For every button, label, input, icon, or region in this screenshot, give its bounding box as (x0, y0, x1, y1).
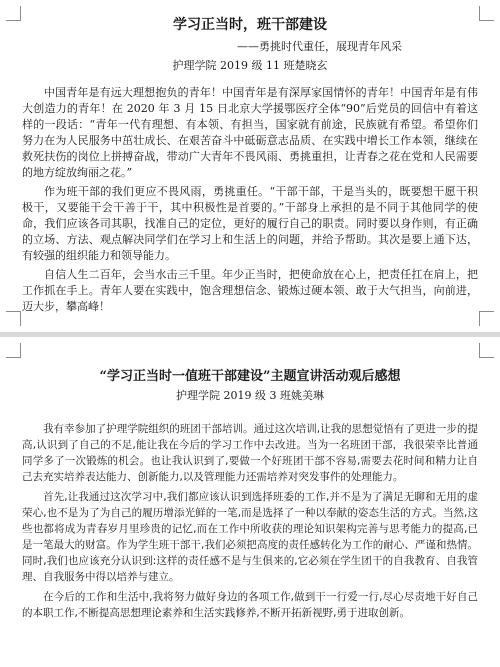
page-corner-mark (6, 6, 21, 21)
article-title: “学习正当时一值班干部建设”主题宣讲活动观后感想 (99, 369, 401, 384)
document-page-1 (0, 0, 500, 332)
document-page-2 (0, 337, 500, 667)
body-paragraph: 自信人生二百年，会当水击三千里。年少正当时，把使命放在心上，把责任扛在肩上，把工作抓在手上。青年人要在实践中，饱含理想信念、锻炼过硬本领、敢于大气担当，向前进，迈大步，攀高峰！ (22, 268, 478, 313)
body-paragraph: 首先,让我通过这次学习中,我们都应该认识到选择班委的工作,并不是为了满足无聊和无用的虚荣心,也不是为了为自己的履历增添光鲜的一笔,而是选择了一种以奉献的姿态生活的方式。当然,这些也都将成为青春岁月里珍贵的记忆,而在工作中所收获的理论知识架构完善与思考能力的提高,已是一笔最大的财富。作为学生班干部干,我们必须把高度的责任感转化为工作的耐心、严谨和热情。同时,我们也应该充分认识到:这样的责任感不是与生俱来的,它必须在学生团干的自我教育、自我管理、自我服务中得以培养与建立。 (22, 491, 478, 583)
article-subtitle: ——勇挑时代重任，展现青年风采 (237, 40, 402, 53)
page-corner-mark (6, 343, 21, 358)
body-paragraph: 在今后的工作和生活中,我将努力做好身边的各项工作,做到干一行爱一行,尽心尽责地干好自己的本职工作,不断提高思想理论素养和生活实践修养,不断开拓新视野,勇于进取创新。 (22, 591, 478, 619)
author-byline: 护理学院 2019 级 3 班姚美琳 (176, 389, 324, 402)
author-byline: 护理学院 2019 级 11 班楚晓玄 (172, 59, 328, 72)
article-title: 学习正当时，班干部建设 (173, 17, 327, 33)
page-corner-mark (479, 343, 494, 358)
page-corner-mark (6, 311, 21, 326)
body-paragraph: 我有幸参加了护理学院组织的班团干部培训。通过这次培训,让我的思想觉悟有了更进一步的提高,认识到了自己的不足,能让我在今后的学习工作中去改进。当为一名班团干部，我很荣幸比普通同学多了一次锻炼的机会。也让我认识到了,要做一个好班团干部不容易,需要去花时间和精力让自己去充实培养表达能力、创新能力,以及管理能力还需培养对突发事件的处理能力。 (22, 423, 478, 483)
body-paragraph: 中国青年是有远大理想抱负的青年！中国青年是有深厚家国情怀的青年！中国青年是有伟大创造力的青年！在 2020 年 3 月 15 日北京大学援鄂医疗全体“90”后党员的回信中有着这样的一段话：“青年一代有理想、有本领、有担当，国家就有前途，民族就有希望。希望你们努力在为人民服务中茁壮成长、在艰苦奋斗中砥砺意志品质、在实践中增长工作本领，继续在救死扶伤的岗位上拼搏奋战，带动广大青年不畏风雨、勇挑重担，让青春之花在党和人民需要的地方绽放绚丽之花。” (22, 86, 478, 179)
body-paragraph: 作为班干部的我们更应不畏风雨，勇挑重任。“干部干部，干是当头的，既要想干愿干积极干，又要能干会干善于干，其中积极性是首要的。”干部身上承担的是不同于其他同学的使命，我们应该各司其职，找准自己的定位，更好的履行自己的职责。同时要以身作则，有正确的立场、方法、观点解决同学们在学习上和生活上的问题，并给予帮助。其次是要上通下达，有较强的组织能力和领导能力。 (22, 185, 478, 262)
page-corner-mark (479, 311, 494, 326)
page-corner-mark (479, 6, 494, 21)
